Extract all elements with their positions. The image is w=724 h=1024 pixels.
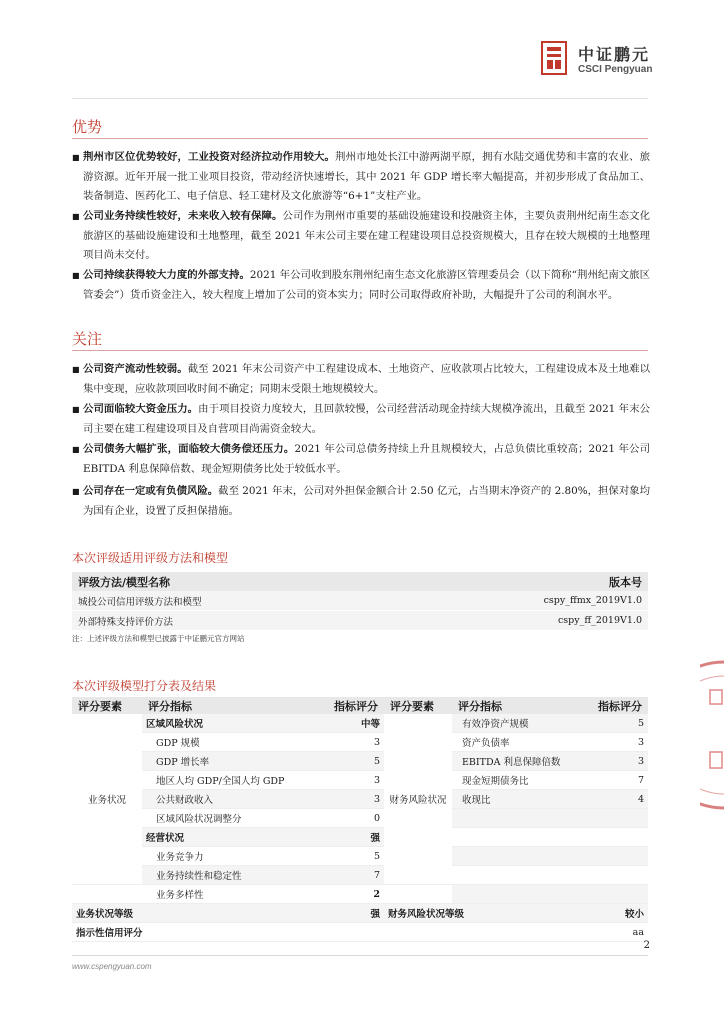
footer-url: www.cspengyuan.com (72, 962, 152, 971)
logo-mark-icon (540, 40, 568, 76)
methods-header-version: 版本号 (389, 572, 648, 591)
logo-en-text: CSCI Pengyuan (578, 64, 653, 75)
bullet-icon: ■ (72, 153, 80, 162)
concern-item: ■ 公司资产流动性较弱。截至 2021 年末公司资产中工程建设成本、土地资产、应收款项占比较大，工程建设成本及土地难以集中变现，应收款项回收时间不确定；同期末受限土地规模较大。 (72, 360, 650, 399)
advantage-item: ■ 荆州市区位优势较好，工业投资对经济拉动作用较大。荆州市地处长江中游两湖平原，拥有水陆交通优势和丰富的农业、旅游资源。近年开展一批工业项目投资，带动经济快速增长，其中 2021 年 GDP 增长率大幅提高，并初步形成了食品加工、装备制造、医药化工、电子信息、轻工建材及文化旅游等“6+1”支柱产业。 (72, 148, 650, 207)
concern-item: ■ 公司面临较大资金压力。由于项目投资力度较大，且回款较慢，公司经营活动现金持续大规模净流出，且截至 2021 年末公司主要在建工程建设项目及自营项目尚需资金较大。 (72, 400, 650, 439)
table-row: 业务多样性 2 (72, 885, 648, 904)
advantage-item: ■ 公司业务持续性较好，未来收入较有保障。公司作为荆州市重要的基础设施建设和投融资主体，主要负责荆州纪南生态文化旅游区的基础设施建设和土地整理，截至 2021 年末公司主要在建工程建设项目总投资规模大，且存在较大规模的土地整理项目尚未交付。 (72, 207, 650, 266)
table-row: GDP 规模 3 资产负债率 3 (72, 733, 648, 752)
table-row: 地区人均 GDP/全国人均 GDP 3 现金短期债务比 7 (72, 771, 648, 790)
methods-header-name: 评级方法/模型名称 (72, 572, 389, 591)
table-row: 指示性信用评分 aa (72, 923, 648, 942)
page-number: 2 (643, 940, 650, 951)
footer-divider (72, 955, 648, 956)
concern-item: ■ 公司存在一定或有负债风险。截至 2021 年末，公司对外担保金额合计 2.50 亿元，占当期末净资产的 2.80%，担保对象均为国有企业，设置了反担保措施。 (72, 482, 650, 521)
table-row: 经营状况 强 (72, 828, 648, 847)
bullet-icon: ■ (72, 212, 80, 221)
table-row: 外部特殊支持评价方法 cspy_ff_2019V1.0 (72, 611, 648, 631)
table-row: 区域风险状况调整分 0 (72, 809, 648, 828)
bullet-icon: ■ (72, 445, 80, 454)
table-row: 城投公司信用评级方法和模型 cspy_ffmx_2019V1.0 (72, 591, 648, 611)
bullet-icon: ■ (72, 487, 80, 496)
score-table: 评分要素 评分指标 指标评分 评分要素 评分指标 指标评分 业务状况 区域风险状况 中等 财务风险状况 有效净资产规模 5 GDP 规模 3 资产负债率 3 GDP 增长率 5 EBITDA 利息保障倍数 3 地区人均 GDP/全国人均 GDP 3 现金短期债务比 7 公共财政收入 3 收现比 4 区域风险状况调整分 0 经营状况 强 业务竞争力 5 业务持续性和稳定性 7 业务多样性 2 业务状况等级 强 财务风险状况等级 较小 指示性信用评分 aa (72, 697, 648, 942)
logo-cn-text: 中证鹏元 (578, 45, 651, 64)
score-table-title: 本次评级模型打分表及结果 (72, 679, 217, 693)
table-row: 业务竞争力 5 (72, 847, 648, 866)
methods-table-title: 本次评级适用评级方法和模型 (72, 551, 229, 565)
concerns-title: 关注 (72, 330, 648, 351)
financial-label: 财务风险状况 (384, 714, 452, 885)
bullet-icon: ■ (72, 405, 80, 414)
table-row: 业务状况等级 强 财务风险状况等级 较小 (72, 904, 648, 923)
company-logo (540, 40, 690, 80)
table-row: GDP 增长率 5 EBITDA 利息保障倍数 3 (72, 752, 648, 771)
methods-table (72, 572, 648, 631)
bullet-icon: ■ (72, 365, 80, 374)
header-divider (72, 98, 648, 99)
bullet-icon: ■ (72, 271, 80, 280)
table-row: 业务状况 区域风险状况 中等 财务风险状况 有效净资产规模 5 (72, 714, 648, 733)
concern-item: ■ 公司债务大幅扩张，面临较大债务偿还压力。2021 年公司总债务持续上升且规模较大，占总负债比重较高；2021 年公司 EBITDA 利息保障倍数、现金短期债务比处于较低水平。 (72, 440, 650, 479)
seal-stamp-icon (700, 660, 724, 810)
business-label: 业务状况 (72, 714, 142, 885)
advantages-title: 优势 (72, 118, 648, 139)
methods-note: 注：上述评级方法和模型已披露于中证鹏元官方网站 (72, 634, 245, 643)
advantage-item: ■ 公司持续获得较大力度的外部支持。2021 年公司收到股东荆州纪南生态文化旅游区管理委员会（以下简称“荆州纪南文旅区管委会”）货币资金注入，较大程度上增加了公司的资本实力；同时公司取得政府补助，大幅提升了公司的利润水平。 (72, 266, 650, 305)
table-row: 公共财政收入 3 收现比 4 (72, 790, 648, 809)
table-row: 业务持续性和稳定性 7 (72, 866, 648, 885)
